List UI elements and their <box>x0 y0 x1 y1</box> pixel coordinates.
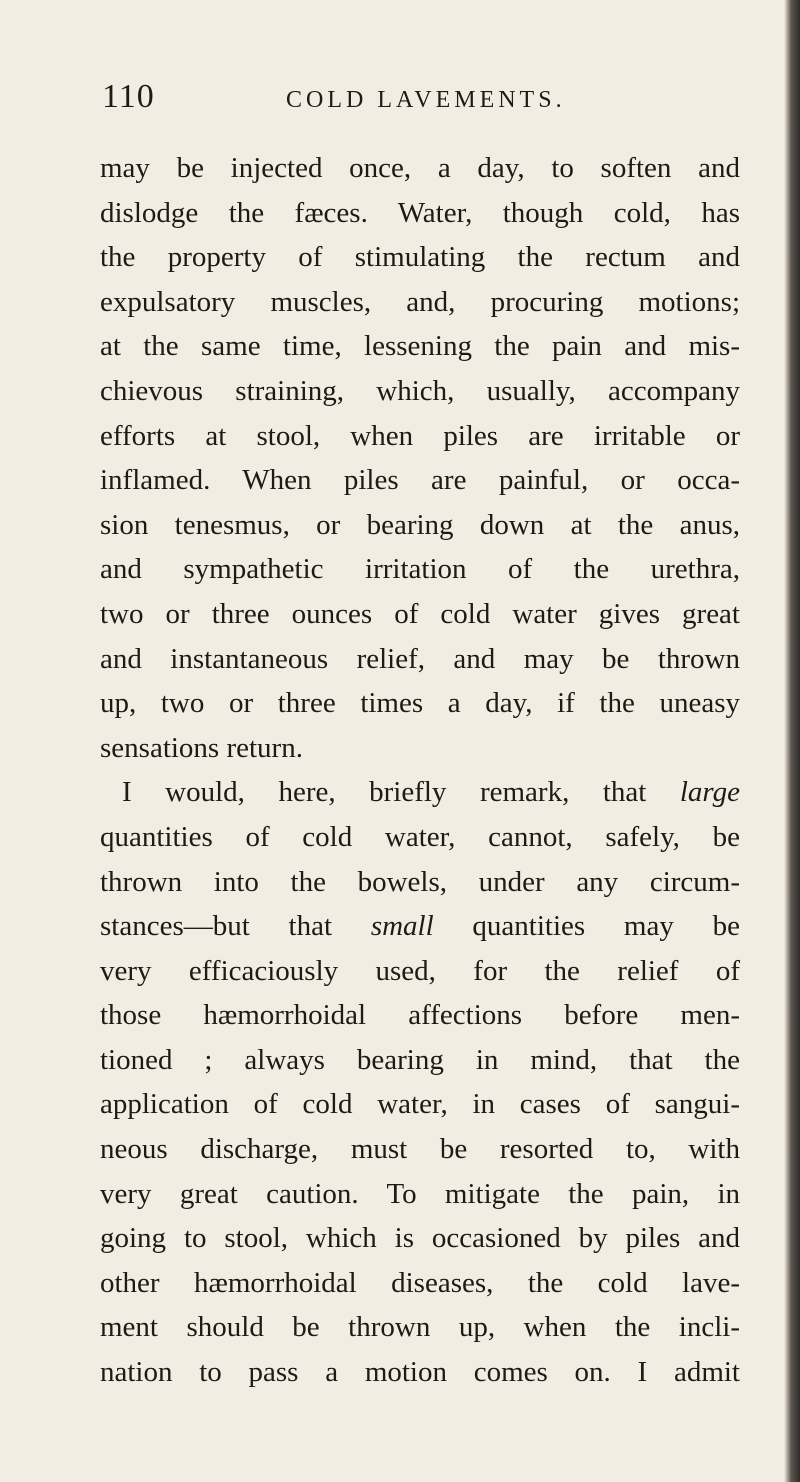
text-line: thrown into the bowels, under any circum- <box>100 865 740 898</box>
text-line: sion tenesmus, or bearing down at the anus, <box>100 508 740 541</box>
text-line: inflamed. When piles are painful, or occa- <box>100 464 740 497</box>
running-head <box>102 78 662 118</box>
text-line: and sympathetic irritation of the urethra, <box>100 553 740 586</box>
text-line: stances—but that small quantities may be <box>100 910 740 943</box>
text-line: dislodge the fæces. Water, though cold, has <box>100 196 740 229</box>
text-line: up, two or three times a day, if the uneasy <box>100 687 740 720</box>
text-line: application of cold water, in cases of sangui- <box>100 1088 740 1121</box>
text-line: ment should be thrown up, when the incli- <box>100 1311 740 1344</box>
text-line: efforts at stool, when piles are irritable or <box>100 419 740 452</box>
running-head-title: COLD LAVEMENTS. <box>286 87 566 113</box>
text-line: very efficaciously used, for the relief of <box>100 954 740 987</box>
text-line: two or three ounces of cold water gives great <box>100 597 740 630</box>
text-line: those hæmorrhoidal affections before men- <box>100 999 740 1032</box>
text-line: other hæmorrhoidal diseases, the cold lave- <box>100 1266 740 1299</box>
page-number: 110 <box>102 78 155 115</box>
text-line: and instantaneous relief, and may be thrown <box>100 642 740 675</box>
page-edge-shadow <box>784 0 800 1482</box>
emphasis-word: small <box>370 910 434 943</box>
text-line: tioned ; always bearing in mind, that the <box>100 1043 740 1076</box>
paragraph-start-line: I would, here, briefly remark, that large <box>122 776 740 809</box>
text-line: may be injected once, a day, to soften and <box>100 152 740 184</box>
text-line: going to stool, which is occasioned by piles and <box>100 1222 740 1255</box>
text-line: at the same time, lessening the pain and mis- <box>100 330 740 363</box>
text-line: chievous straining, which, usually, accompany <box>100 374 740 407</box>
text-line: very great caution. To mitigate the pain, in <box>100 1177 740 1210</box>
text-line: the property of stimulating the rectum and <box>100 241 740 274</box>
text-line: quantities of cold water, cannot, safely, be <box>100 820 740 853</box>
body-text <box>100 146 740 1395</box>
text-line: neous discharge, must be resorted to, with <box>100 1133 740 1166</box>
emphasis-word: large <box>679 776 740 809</box>
text-line: nation to pass a motion comes on. I admit <box>100 1356 740 1389</box>
text-line: expulsatory muscles, and, procuring motions; <box>100 285 740 318</box>
paragraph-end-line: sensations return. <box>100 731 303 764</box>
